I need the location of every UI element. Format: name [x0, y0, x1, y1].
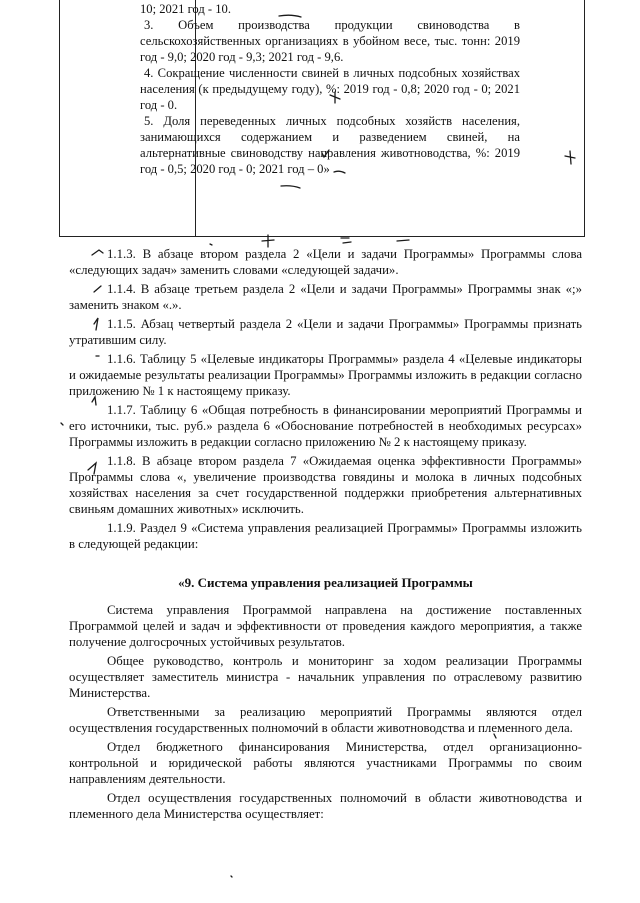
table-cell-line: 10; 2021 год - 10. [140, 2, 232, 16]
section-paragraph: Отдел бюджетного финансирования Министерства, отдел организационно-контрольной и юридической работы являются участниками Программы по своим направлениям деятельности. [69, 740, 582, 786]
amendment-paragraph: 1.1.5. Абзац четвертый раздела 2 «Цели и задачи Программы» Программы признать утратившим силу. [69, 317, 582, 347]
pen-dot-mark [231, 876, 232, 877]
section-paragraph: Общее руководство, контроль и мониторинг за ходом реализации Программы осуществляет заместитель министра - начальник управления по отраслевому развитию Министерства. [69, 654, 582, 700]
table-cell-line: 4. Сокращение численности свиней в личных подсобных хозяйствах населения (к предыдущему году), %: 2019 год - 0,8; 2020 год - 0; 2021 год - 0. [140, 66, 520, 112]
section-heading: «9. Система управления реализацией Программы [178, 575, 473, 590]
amendment-paragraph: 1.1.7. Таблицу 6 «Общая потребность в финансировании мероприятий Программы и его источники, тыс. руб.» раздела 6 «Обоснование потребностей в необходимых ресурсах» Программы изложить в редакции согласно приложению № 2 к настоящему приказу. [69, 403, 582, 449]
amendment-paragraph: 1.1.4. В абзаце третьем раздела 2 «Цели и задачи Программы» Программы знак «;» заменить знаком «.». [69, 282, 582, 312]
amendment-paragraph: 1.1.6. Таблицу 5 «Целевые индикаторы Программы» раздела 4 «Целевые индикаторы и ожидаемые результаты реализации Программы» Программы изложить в редакции согласно приложению № 1 к настоящему приказу. [69, 352, 582, 398]
amendment-paragraph: 1.1.8. В абзаце втором раздела 7 «Ожидаемая оценка эффективности Программы» Программы слова «, увеличение производства говядины и молока в личных подсобных хозяйствах населения за счет государственной поддержки приобретения альтернативных свиньям домашних животных» исключить. [69, 454, 582, 516]
pen-dash-mark [397, 240, 409, 241]
table-cell-indicators [140, 1, 520, 177]
pen-dot-mark [210, 244, 212, 245]
section-paragraph: Система управления Программой направлена на достижение поставленных Программой целей и задач и эффективности от проведения каждого мероприятия, а также получение долгосрочных устойчивых результатов. [69, 603, 582, 649]
section-body [69, 602, 582, 822]
amendment-paragraph: 1.1.3. В абзаце втором раздела 2 «Цели и задачи Программы» Программы слова «следующих задач» заменить словами «следующей задачи». [69, 247, 582, 277]
amendments-list [69, 246, 582, 552]
pen-dash-mark [341, 238, 351, 243]
section-paragraph: Отдел осуществления государственных полномочий в области животноводства и племенного дела Министерства осуществляет: [69, 791, 582, 821]
table-cell-line: 3. Объем производства продукции свиноводства в сельскохозяйственных организациях в убойном весе, тыс. тонн: 2019 год - 9,0; 2020 год - 9,3; 2021 год - 9,6. [140, 18, 520, 64]
amendment-paragraph: 1.1.9. Раздел 9 «Система управления реализацией Программы» Программы изложить в следующей редакции: [69, 521, 582, 551]
table-cell-line: 5. Доля переведенных личных подсобных хозяйств населения, занимающихся содержанием и разведением свиней, на альтернативные свиноводству направления животноводства, %: 2019 год - 0,5; 2020 год - 0; 2021 год – 0» [140, 114, 520, 176]
margin-tick-mark [61, 423, 63, 425]
section-paragraph: Ответственными за реализацию мероприятий Программы являются отдел осуществления государственных полномочий в области животноводства и племенного дела. [69, 705, 582, 735]
